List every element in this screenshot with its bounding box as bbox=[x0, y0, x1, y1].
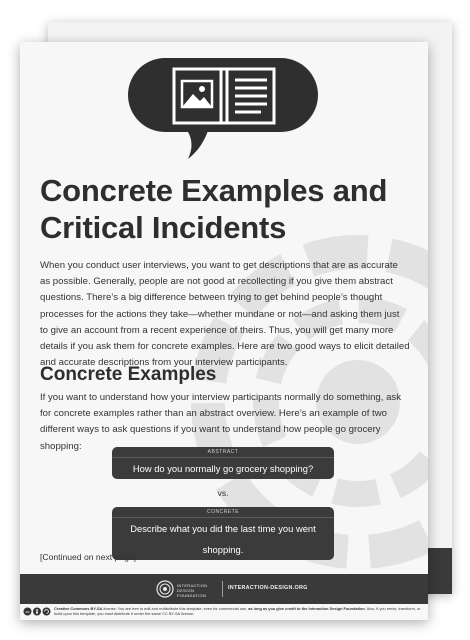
logo-line-2: FOUNDATION bbox=[177, 593, 207, 598]
svg-text:cc: cc bbox=[25, 609, 30, 614]
ixdf-logo bbox=[156, 580, 174, 598]
abstract-question-box bbox=[112, 447, 334, 479]
license-text bbox=[54, 606, 424, 616]
concrete-question: Describe what you did the last time you went shopping. bbox=[130, 523, 316, 555]
section-paragraph: If you want to understand how your interview participants normally do something, ask for concrete examples rather than an abstract overview. Here’s an example of two different ways to ask questions if you want to understand how people go grocery shopping: bbox=[40, 392, 402, 452]
concrete-tag: CONCRETE bbox=[112, 507, 334, 518]
document-title: Concrete Examples and Critical Incidents bbox=[40, 173, 388, 245]
license-lead: Creative Commons BY-SA bbox=[54, 606, 103, 611]
intro-paragraph: When you conduct user interviews, you want to get descriptions that are as accurate as possible. Generally, people are not good at recollecting if you give them abstract questions. There’s a big difference between trying to get behind people’s thought processes for the actions they take—whether mundane or not—and asking them just to give an account from a recent experience of theirs. Thus, you will get many more details if you ask them for concrete examples. Here are two good ways to elicit detailed and accurate descriptions from your interview participants. bbox=[40, 260, 410, 369]
logo-wordmark bbox=[177, 583, 221, 598]
license-bar bbox=[20, 604, 428, 620]
concrete-question-box bbox=[112, 507, 334, 560]
front-page bbox=[20, 42, 428, 620]
website-link[interactable]: INTERACTION-DESIGN.ORG bbox=[228, 585, 308, 591]
abstract-tag: ABSTRACT bbox=[112, 447, 334, 458]
logo-line-1: INTERACTION DESIGN bbox=[177, 583, 208, 593]
section-heading: Concrete Examples bbox=[40, 364, 217, 385]
license-credit: as long as you give credit to the Interaction Design Foundation bbox=[248, 606, 365, 611]
continued-note: [Continued on next page] bbox=[40, 552, 137, 562]
license-tail: . Also, if you remix, transform, or build upon this template, you must distribute it under the same CC BY-SA license. bbox=[54, 606, 421, 617]
open-book-with-image-icon bbox=[171, 66, 277, 126]
license-body: license: You are free to edit and redistribute this template, even for commercial use, bbox=[102, 606, 249, 611]
abstract-question: How do you normally go grocery shopping? bbox=[132, 463, 314, 474]
versus-label: vs. bbox=[217, 488, 229, 498]
footer-band bbox=[20, 574, 428, 604]
speech-bubble-tail bbox=[184, 126, 210, 160]
cc-by-sa-icons bbox=[23, 607, 51, 616]
footer-divider bbox=[222, 581, 223, 597]
